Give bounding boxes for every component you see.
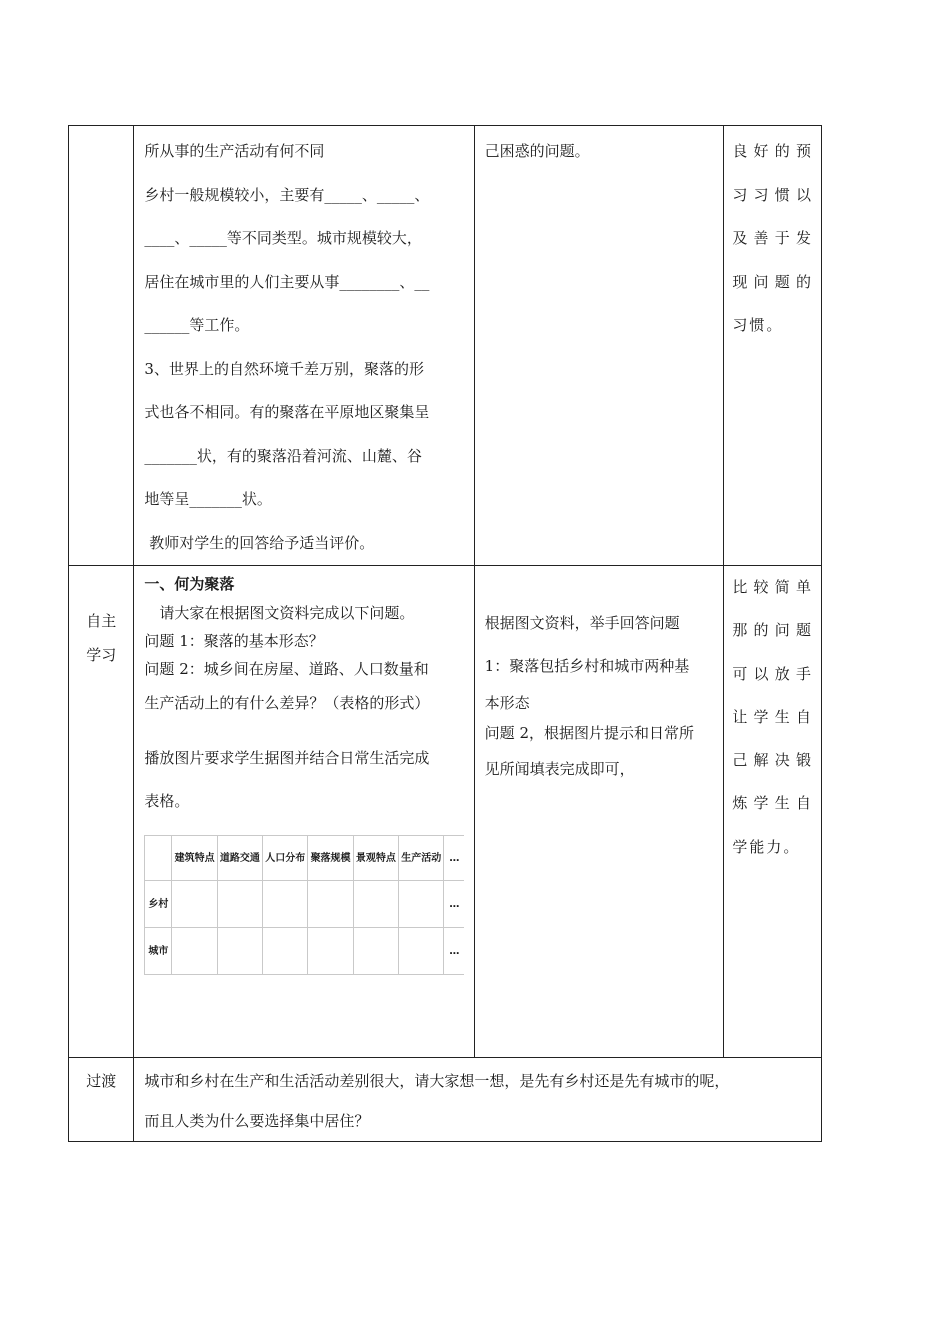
intent-line: 炼学生自 — [732, 794, 813, 813]
teacher-line: 生产活动上的有什么差异？（表格的形式） — [144, 694, 430, 712]
intent-line: 那的问题 — [732, 621, 813, 640]
teacher-line: 问题 2：城乡间在房屋、道路、人口数量和 — [144, 660, 429, 678]
student-activity-cell — [474, 126, 724, 566]
teacher-line: 式也各不相同。有的聚落在平原地区聚集呈 — [144, 403, 430, 421]
table-row — [69, 126, 822, 566]
table-row — [69, 1058, 822, 1142]
table-cell[interactable] — [217, 928, 262, 975]
student-line: 根据图文资料，举手回答问题 — [484, 614, 680, 632]
table-cell[interactable] — [263, 928, 308, 975]
table-cell[interactable] — [353, 881, 398, 928]
table-cell[interactable] — [308, 881, 353, 928]
transition-cell — [134, 1058, 822, 1142]
intent-line: 现问题的 — [732, 272, 813, 291]
teacher-activity-cell — [134, 566, 474, 1058]
intent-line: 习惯。 — [732, 316, 784, 334]
table-cell[interactable] — [172, 881, 217, 928]
teacher-line: 乡村一般规模较小，主要有_____、_____、 — [144, 185, 430, 204]
lesson-plan-table — [68, 125, 822, 1142]
student-line: 本形态 — [484, 694, 530, 712]
intent-line: 己解决锻 — [732, 751, 813, 770]
teacher-line: 请大家在根据图文资料完成以下问题。 — [159, 604, 415, 622]
design-intent-cell — [724, 566, 822, 1058]
teacher-line: 问题 1：聚落的基本形态？ — [144, 632, 324, 650]
ellipsis-cell: … — [444, 928, 465, 975]
section-heading: 一、何为聚落 — [144, 575, 235, 593]
transition-line: 城市和乡村在生产和生活活动差别很大，请大家想一想，是先有乡村还是先有城市的呢， — [144, 1072, 730, 1090]
table-header-cell: 生产活动 — [399, 836, 444, 881]
student-line: 1：聚落包括乡村和城市两种基 — [484, 657, 690, 675]
table-header-cell — [145, 836, 172, 881]
table-header-cell: 道路交通 — [217, 836, 262, 881]
intent-line: 比较简单 — [732, 578, 813, 596]
stage-cell — [69, 1058, 134, 1142]
table-header-cell: 景观特点 — [353, 836, 398, 881]
table-cell[interactable] — [399, 928, 444, 975]
teacher-line: ______等工作。 — [144, 316, 250, 334]
table-header-cell: 聚落规模 — [308, 836, 353, 881]
teacher-line: ____、_____等不同类型。城市规模较大， — [144, 229, 422, 247]
table-cell[interactable] — [353, 928, 398, 975]
teacher-line: 播放图片要求学生据图并结合日常生活完成 — [144, 749, 430, 767]
intent-line: 习习惯以 — [732, 185, 813, 204]
teacher-line: 所从事的生产活动有何不同 — [144, 142, 325, 160]
stage-cell — [69, 126, 134, 566]
table-header-row — [145, 836, 465, 881]
table-cell[interactable] — [263, 881, 308, 928]
teacher-line: _______状，有的聚落沿着河流、山麓、谷 — [144, 446, 422, 465]
student-activity-cell — [474, 566, 724, 1058]
table-row — [69, 566, 822, 1058]
student-line: 见所闻填表完成即可， — [484, 760, 635, 778]
row-label: 乡村 — [145, 881, 172, 928]
teacher-line: 3、世界上的自然环境千差万别，聚落的形 — [144, 359, 424, 378]
row-label: 城市 — [145, 928, 172, 975]
design-intent-cell — [724, 126, 822, 566]
student-line: 己困惑的问题。 — [484, 142, 590, 160]
intent-line: 及善于发 — [732, 229, 813, 247]
table-row — [145, 881, 465, 928]
intent-line: 良好的预 — [732, 142, 813, 160]
table-cell[interactable] — [172, 928, 217, 975]
teacher-line: 居住在城市里的人们主要从事________、__ — [144, 272, 430, 291]
stage-label: 自主 — [86, 612, 117, 630]
transition-line: 而且人类为什么要选择集中居住？ — [144, 1112, 370, 1130]
intent-line: 可以放手 — [732, 664, 813, 683]
stage-label: 学习 — [86, 646, 117, 664]
table-header-cell: … — [444, 836, 465, 881]
teacher-activity-cell — [134, 126, 474, 566]
table-cell[interactable] — [399, 881, 444, 928]
intent-line: 让学生自 — [732, 707, 813, 726]
table-cell[interactable] — [217, 881, 262, 928]
student-line: 问题 2，根据图片提示和日常所 — [484, 724, 694, 742]
teacher-line: 地等呈_______状。 — [144, 490, 272, 508]
settlement-comparison-table — [144, 835, 464, 975]
table-header-cell: 人口分布 — [263, 836, 308, 881]
table-cell[interactable] — [308, 928, 353, 975]
intent-line: 学能力。 — [732, 837, 801, 856]
stage-cell — [69, 566, 134, 1058]
stage-label: 过渡 — [86, 1072, 117, 1090]
teacher-line: 教师对学生的回答给予适当评价。 — [144, 533, 375, 552]
ellipsis-cell: … — [444, 881, 465, 928]
teacher-line: 表格。 — [144, 792, 190, 810]
table-header-cell: 建筑特点 — [172, 836, 217, 881]
table-row — [145, 928, 465, 975]
